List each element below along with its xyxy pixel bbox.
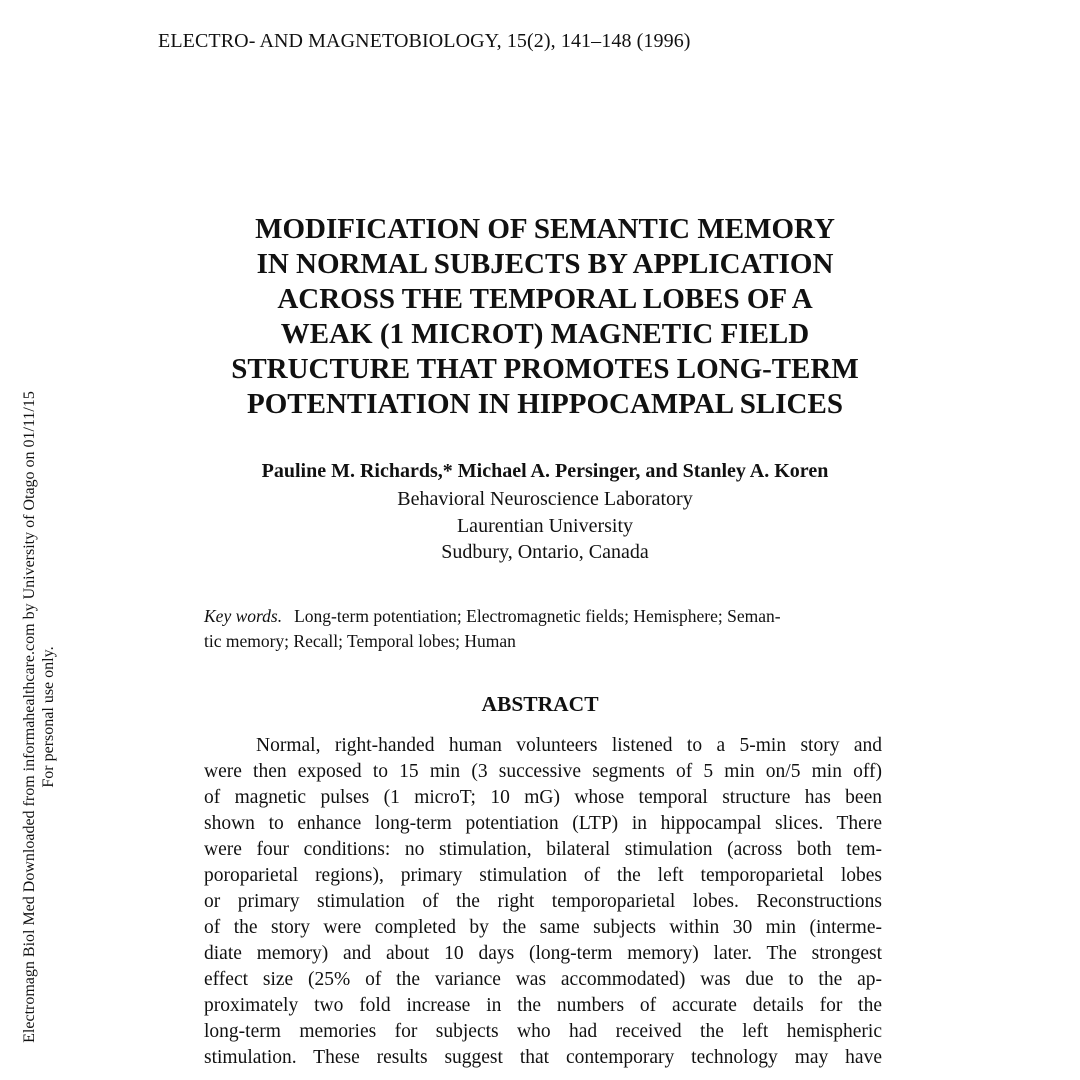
- abstract-line: of magnetic pulses (1 microT; 10 mG) whose temporal structure has been: [204, 787, 882, 808]
- abstract-line: long-term memories for subjects who had received the left hemispheric: [204, 1021, 882, 1042]
- abstract-line: Normal, right-handed human volunteers listened to a 5-min story and: [256, 735, 882, 756]
- keywords-line: [204, 604, 884, 629]
- abstract-line: or primary stimulation of the right temporoparietal lobes. Reconstructions: [204, 891, 882, 912]
- affiliation-line: Sudbury, Ontario, Canada: [441, 541, 649, 563]
- watermark-line: For personal use only.: [40, 646, 57, 788]
- abstract-line: were then exposed to 15 min (3 successive segments of 5 min on/5 min off): [204, 761, 882, 782]
- affiliation: [160, 486, 930, 566]
- keywords-text: Long-term potentiation; Electromagnetic fields; Hemisphere; Seman-: [294, 606, 781, 626]
- title-line: POTENTIATION IN HIPPOCAMPAL SLICES: [247, 388, 843, 420]
- keywords-label: Key words.: [204, 606, 283, 626]
- title-line: MODIFICATION OF SEMANTIC MEMORY: [255, 213, 835, 245]
- abstract-line: diate memory) and about 10 days (long-term memory) later. The strongest: [204, 943, 882, 964]
- abstract-line: proximately two fold increase in the numbers of accurate details for the: [204, 995, 882, 1016]
- keywords-line: tic memory; Recall; Temporal lobes; Human: [204, 631, 516, 651]
- abstract-line: poroparietal regions), primary stimulation of the left temporoparietal lobes: [204, 865, 882, 886]
- article-title: [160, 212, 930, 422]
- abstract-line: effect size (25% of the variance was accommodated) was due to the ap-: [204, 969, 882, 990]
- keywords: [204, 604, 884, 654]
- running-head: ELECTRO- AND MAGNETOBIOLOGY, 15(2), 141–148 (1996): [158, 30, 691, 52]
- abstract-line: were four conditions: no stimulation, bilateral stimulation (across both tem-: [204, 839, 882, 860]
- author-list: Pauline M. Richards,* Michael A. Persinger, and Stanley A. Koren: [261, 460, 829, 482]
- watermark-line: Electromagn Biol Med Downloaded from informahealthcare.com by University of Otago on 01/11/15: [21, 391, 38, 1043]
- title-line: IN NORMAL SUBJECTS BY APPLICATION: [256, 248, 834, 280]
- affiliation-line: Behavioral Neuroscience Laboratory: [397, 488, 693, 510]
- abstract-line: of the story were completed by the same subjects within 30 min (interme-: [204, 917, 882, 938]
- abstract-line: shown to enhance long-term potentiation (LTP) in hippocampal slices. There: [204, 813, 882, 834]
- title-line: STRUCTURE THAT PROMOTES LONG-TERM: [231, 353, 859, 385]
- title-line: WEAK (1 MICROT) MAGNETIC FIELD: [280, 318, 810, 350]
- abstract-line: stimulation. These results suggest that contemporary technology may have: [204, 1047, 882, 1068]
- affiliation-line: Laurentian University: [456, 514, 634, 537]
- download-watermark: [20, 362, 58, 1072]
- abstract-body: [204, 733, 882, 1071]
- title-line: ACROSS THE TEMPORAL LOBES OF A: [277, 283, 813, 315]
- abstract-heading: ABSTRACT: [481, 692, 599, 716]
